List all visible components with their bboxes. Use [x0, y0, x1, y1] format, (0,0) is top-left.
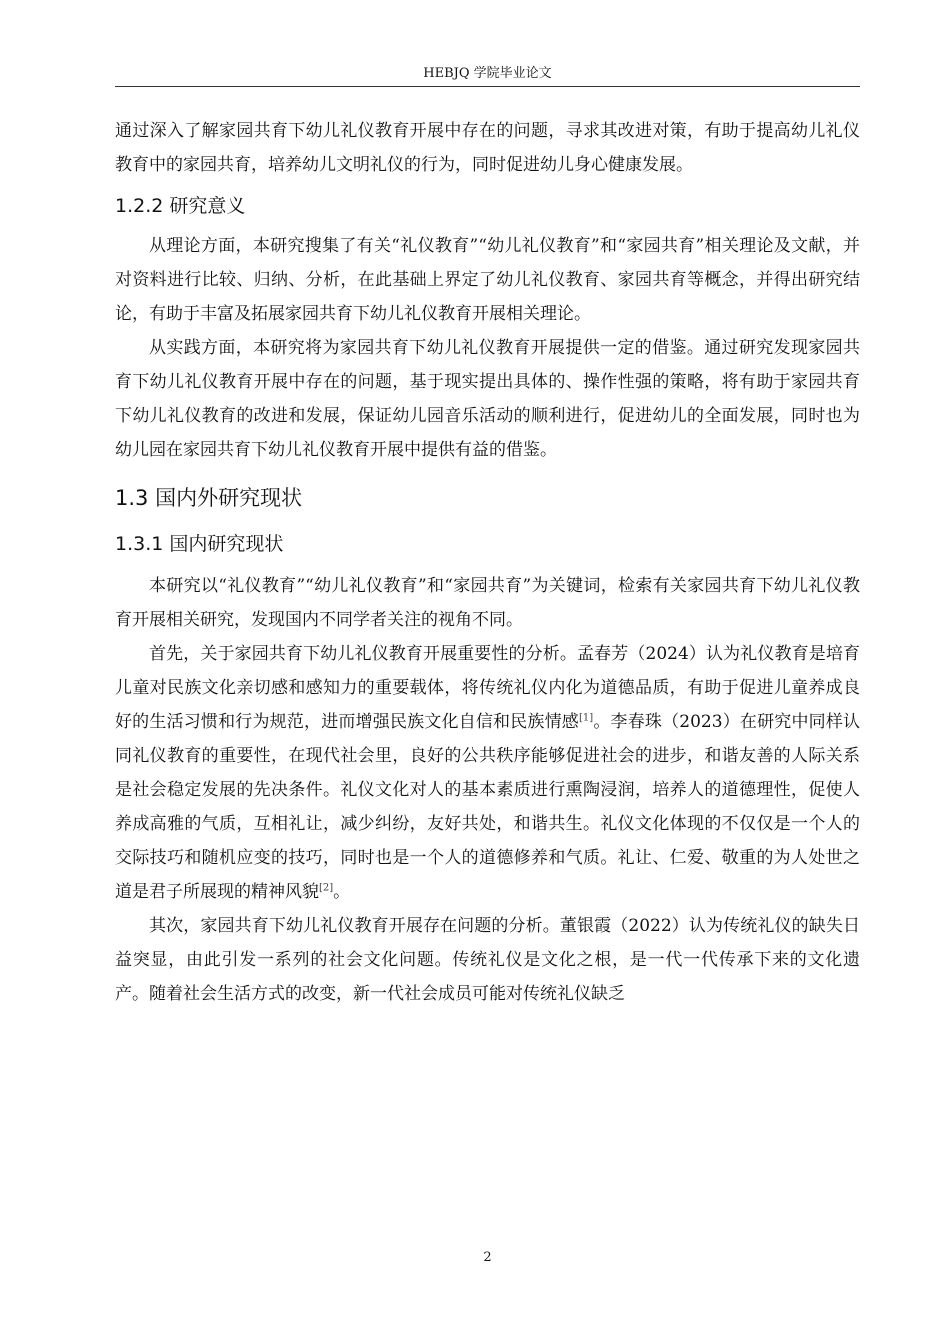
paragraph-importance [115, 637, 860, 909]
header-rule [115, 86, 860, 87]
paragraph-keywords: 本研究以“礼仪教育”“幼儿礼仪教育”和“家园共育”为关键词，检索有关家园共育下幼儿礼仪教育开展相关研究，发现国内不同学者关注的视角不同。 [115, 576, 860, 630]
paragraph-practice: 从实践方面，本研究将为家园共育下幼儿礼仪教育开展提供一定的借鉴。通过研究发现家园共育下幼儿礼仪教育开展中存在的问题，基于现实提出具体的、操作性强的策略，将有助于家园共育下幼儿礼仪教育的改进和发展，保证幼儿园音乐活动的顺利进行，促进幼儿的全面发展，同时也为幼儿园在家园共育下幼儿礼仪教育开展中提供有益的借鉴。 [115, 338, 860, 460]
paragraph-theory: 从理论方面，本研究搜集了有关“礼仪教育”“幼儿礼仪教育”和“家园共育”相关理论及文献，并对资料进行比较、归纳、分析，在此基础上界定了幼儿礼仪教育、家园共育等概念，并得出研究结论，有助于丰富及拓展家园共育下幼儿礼仪教育开展相关理论。 [115, 236, 860, 324]
paragraph-problems: 其次，家园共育下幼儿礼仪教育开展存在问题的分析。董银霞（2022）认为传统礼仪的缺失日益突显，由此引发一系列的社会文化问题。传统礼仪是文化之根，是一代一代传承下来的文化遗产。随着社会生活方式的改变，新一代社会成员可能对传统礼仪缺乏 [115, 916, 860, 1004]
citation-1[interactable]: [1] [578, 712, 594, 724]
paragraph-importance-part-c: 。 [333, 882, 351, 902]
section-heading-1-2-2: 1.2.2 研究意义 [115, 195, 246, 217]
paragraph-intro-continued: 通过深入了解家园共育下幼儿礼仪教育开展中存在的问题，寻求其改进对策，有助于提高幼儿礼仪教育中的家园共育，培养幼儿文明礼仪的行为，同时促进幼儿身心健康发展。 [115, 121, 860, 175]
page-header: HEBJQ 学院毕业论文 [423, 66, 552, 81]
document-body [115, 114, 860, 1011]
section-heading-1-3: 1.3 国内外研究现状 [115, 486, 303, 510]
paragraph-importance-part-a: 首先，关于家园共育下幼儿礼仪教育开展重要性的分析。孟春芳（2024）认为礼仪教育是培育儿童对民族文化亲切感和感知力的重要载体，将传统礼仪内化为道德品质，有助于促进儿童养成良好的生活习惯和行为规范，进而增强民族文化自信和民族情感 [115, 644, 860, 732]
citation-2[interactable]: [2] [319, 882, 334, 894]
paragraph-importance-part-b: 。李春珠（2023）在研究中同样认同礼仪教育的重要性，在现代社会里，良好的公共秩序能够促进社会的进步，和谐友善的人际关系是社会稳定发展的先决条件。礼仪文化对人的基本素质进行熏陶浸润，培养人的道德理性，促使人养成高雅的气质，互相礼让，减少纠纷，友好共处，和谐共生。礼仪文化体现的不仅仅是一个人的交际技巧和随机应变的技巧，同时也是一个人的道德修养和气质。礼让、仁爱、敬重的为人处世之道是君子所展现的精神风貌 [115, 712, 861, 902]
page-number: 2 [483, 1250, 492, 1265]
section-heading-1-3-1: 1.3.1 国内研究现状 [115, 533, 284, 555]
